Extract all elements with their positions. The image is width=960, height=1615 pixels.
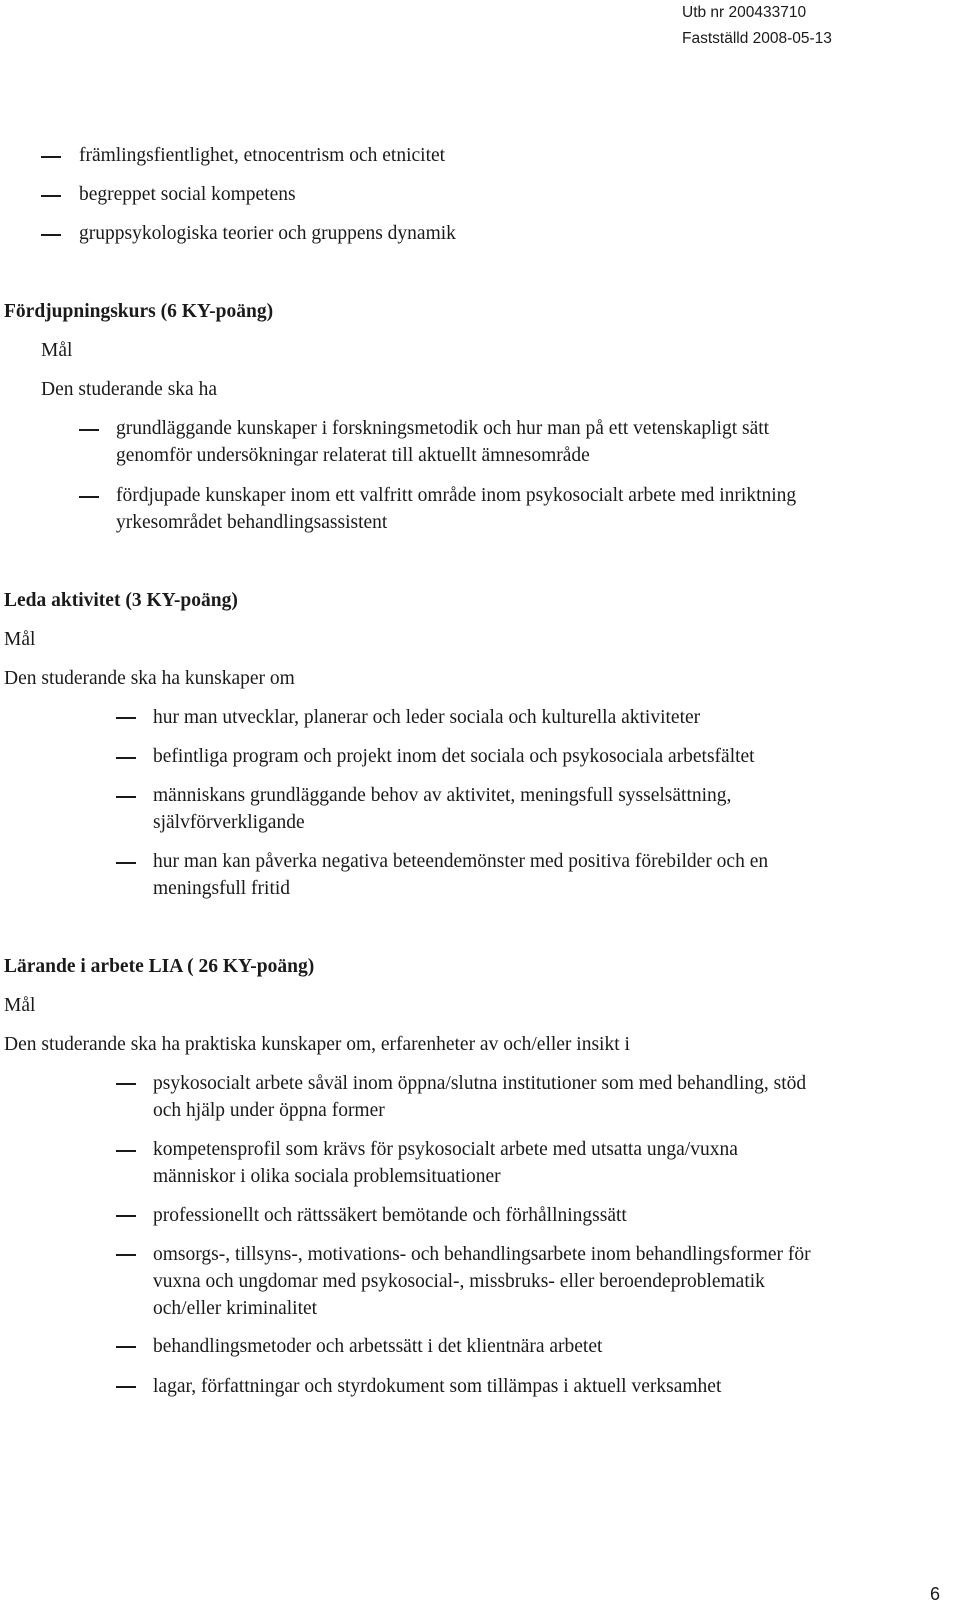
dash-bullet xyxy=(79,496,99,498)
document-header xyxy=(682,0,942,52)
faststalld-date: Fastställd 2008-05-13 xyxy=(682,30,832,47)
dash-bullet xyxy=(79,429,99,431)
list-item-line: människans grundläggande behov av aktivitet, meningsfull sysselsättning, xyxy=(153,785,732,806)
dash-bullet xyxy=(116,1346,136,1348)
dash-bullet xyxy=(116,1254,136,1256)
list-item-line: behandlingsmetoder och arbetssätt i det klientnära arbetet xyxy=(153,1336,603,1357)
dash-bullet xyxy=(116,1215,136,1217)
page-number: 6 xyxy=(929,1584,940,1604)
dash-bullet xyxy=(116,862,136,864)
list-item-line: vuxna och ungdomar med psykosocial-, missbruks- eller beroendeproblematik xyxy=(153,1271,765,1292)
list-item-line: omsorgs-, tillsyns-, motivations- och behandlingsarbete inom behandlingsformer för xyxy=(153,1244,811,1265)
list-item-line: befintliga program och projekt inom det sociala och psykosociala arbetsfältet xyxy=(153,746,755,767)
dash-bullet xyxy=(41,156,61,158)
section-lead: Den studerande ska ha xyxy=(41,379,217,400)
list-item-line: lagar, författningar och styrdokument som tillämpas i aktuell verksamhet xyxy=(153,1376,722,1397)
list-item: främlingsfientlighet, etnocentrism och etnicitet xyxy=(79,145,446,166)
dash-bullet xyxy=(116,1150,136,1152)
mal-label: Mål xyxy=(41,340,73,361)
dash-bullet xyxy=(116,1083,136,1085)
list-item-line: hur man kan påverka negativa beteendemönster med positiva förebilder och en xyxy=(153,851,769,872)
list-item-line: och/eller kriminalitet xyxy=(153,1298,318,1319)
list-item-line: människor i olika sociala problemsituationer xyxy=(153,1166,501,1187)
list-item-line: meningsfull fritid xyxy=(153,878,291,899)
list-item-line: genomför undersökningar relaterat till aktuellt ämnesområde xyxy=(116,445,590,466)
mal-label: Mål xyxy=(4,995,36,1016)
section-title: Fördjupningskurs (6 KY-poäng) xyxy=(4,301,274,322)
list-item: gruppsykologiska teorier och gruppens dynamik xyxy=(79,223,456,244)
dash-bullet xyxy=(116,1386,136,1388)
list-item-line: kompetensprofil som krävs för psykosocialt arbete med utsatta unga/vuxna xyxy=(153,1139,738,1160)
list-item-line: självförverkligande xyxy=(153,812,305,833)
dash-bullet xyxy=(116,717,136,719)
section-title: Leda aktivitet (3 KY-poäng) xyxy=(4,590,238,611)
list-item-line: grundläggande kunskaper i forskningsmetodik och hur man på ett vetenskapligt sätt xyxy=(116,418,770,439)
utb-nr: Utb nr 200433710 xyxy=(682,4,807,21)
list-item-line: och hjälp under öppna former xyxy=(153,1100,385,1121)
list-item-line: yrkesområdet behandlingsassistent xyxy=(116,512,388,533)
list-item-line: psykosocialt arbete såväl inom öppna/slutna institutioner som med behandling, stöd xyxy=(153,1073,807,1094)
dash-bullet xyxy=(116,757,136,759)
mal-label: Mål xyxy=(4,629,36,650)
dash-bullet xyxy=(116,796,136,798)
section-lead: Den studerande ska ha praktiska kunskaper om, erfarenheter av och/eller insikt i xyxy=(4,1034,630,1055)
dash-bullet xyxy=(41,234,61,236)
dash-bullet xyxy=(41,195,61,197)
list-item-line: professionellt och rättssäkert bemötande och förhållningssätt xyxy=(153,1205,627,1226)
section-lead: Den studerande ska ha kunskaper om xyxy=(4,668,295,689)
section-title: Lärande i arbete LIA ( 26 KY-poäng) xyxy=(4,956,315,977)
list-item-line: hur man utvecklar, planerar och leder sociala och kulturella aktiviteter xyxy=(153,707,701,728)
list-item: begreppet social kompetens xyxy=(79,184,296,205)
list-item-line: fördjupade kunskaper inom ett valfritt område inom psykosocialt arbete med inriktning xyxy=(116,485,797,506)
